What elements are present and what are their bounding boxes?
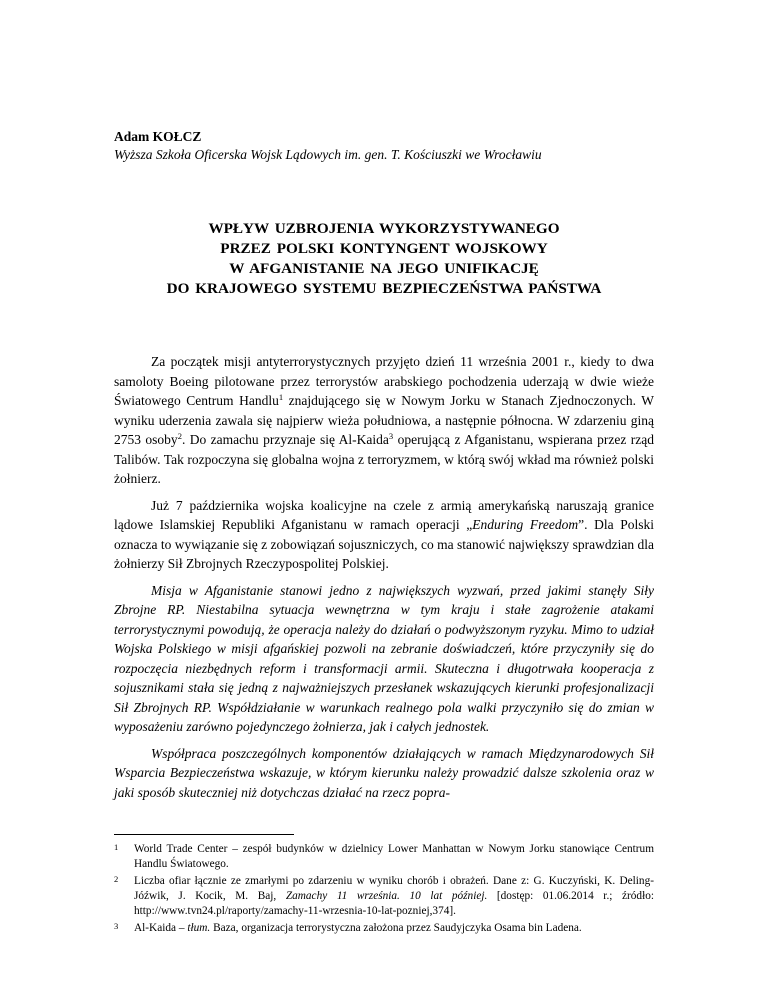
paragraph-text: Już 7 października wojska koalicyjne na czele z armią amerykańską naruszają granice lądowe Islamskiej Republiki Afganistanu w ramach operacji „ <box>114 497 654 532</box>
footnote-1 <box>114 842 654 872</box>
paragraph-text: ”. Dla Polski oznacza to wywiązanie się z zobowiązań sojuszniczych, co ma stanowić największy sprawdzian dla żołnierzy Sił Zbrojnych Rzeczypospolitej Polskiej. <box>114 517 654 571</box>
title-line: PRZEZ POLSKI KONTYNGENT WOJSKOWY <box>220 240 548 257</box>
title-line: W AFGANISTANIE NA JEGO UNIFIKACJĘ <box>229 260 539 277</box>
cited-title: Zamachy 11 września. 10 lat później. <box>285 890 488 902</box>
paragraph-4: Współpraca poszczególnych komponentów działających w ramach Międzynarodowych Sił Wsparcia Bezpieczeństwa wskazuje, w którym kierunku należy prowadzić dalsze szkolenia oraz w jaki sposób skuteczniej niż dotychczas działać na rzecz popra- <box>114 745 654 800</box>
footnote-number: 2 <box>114 874 119 884</box>
article-title <box>100 219 668 299</box>
footnote-3 <box>114 921 654 936</box>
translation-abbrev: tłum. <box>187 922 211 934</box>
paragraph-text: operującą z Afganistanu, wspierana przez rząd Talibów. Tak rozpoczyna się globalna wojna z terroryzmem, w którą swój wkład ma również polski żołnierz. <box>114 432 654 486</box>
footnote-ref-2[interactable]: 2 <box>177 431 182 441</box>
author-block <box>114 128 674 164</box>
footnote-number: 1 <box>114 842 119 852</box>
paragraph-1 <box>114 352 654 489</box>
article-body <box>114 352 654 809</box>
operation-name: Enduring Freedom <box>472 517 579 532</box>
author-name: Adam KOŁCZ <box>114 129 202 144</box>
footnotes <box>114 842 654 938</box>
title-line: DO KRAJOWEGO SYSTEMU BEZPIECZEŃSTWA PAŃSTWA <box>166 280 602 297</box>
footnote-separator <box>114 834 294 835</box>
footnote-ref-3[interactable]: 3 <box>388 431 394 441</box>
footnote-ref-1[interactable]: 1 <box>278 392 284 402</box>
paragraph-2 <box>114 496 654 574</box>
paragraph-text: . Do zamachu przyznaje się Al-Kaida <box>181 432 389 447</box>
footnote-number: 3 <box>114 921 119 931</box>
author-affiliation: Wyższa Szkoła Oficerska Wojsk Lądowych im. gen. T. Kościuszki we Wrocławiu <box>114 147 542 162</box>
footnote-text: [dostęp: 01.06.2014 r.; źródło: http://www.tvn24.pl/raporty/zamachy-11-wrzesnia-10-lat-pozniej,374]. <box>134 890 654 917</box>
footnote-text: World Trade Center – zespół budynków w dzielnicy Lower Manhattan w Nowym Jorku stanowiące Centrum Handlu Światowego. <box>134 843 654 870</box>
footnote-2 <box>114 874 654 919</box>
paragraph-text: znajdującego się w Nowym Jorku w Stanach Zjednoczonych. W wyniku uderzenia zawala się najpierw wieża południowa, a następnie północna. W zdarzeniu giną 2753 osoby <box>114 393 655 447</box>
title-line: WPŁYW UZBROJENIA WYKORZYSTYWANEGO <box>208 220 560 237</box>
paragraph-3: Misja w Afganistanie stanowi jedno z największych wyzwań, przed jakimi stanęły Siły Zbrojne RP. Niestabilna sytuacja wewnętrzna w tym kraju i stałe zagrożenie atakami terrorystycznymi powodują, że operacja należy do działań o podwyższonym ryzyku. Mimo to udział Wojska Polskiego w misji afgańskiej pozwoli na zebranie doświadczeń, które przyczyniły się do rozpoczęcia niezbędnych reform i transformacji armii. Skuteczna i długotrwała kooperacja z sojusznikami stała się jedną z najważniejszych przesłanek wskazujących kierunki profesjonalizacji Sił Zbrojnych RP. Współdziałanie w warunkach realnego pola walki przyczyniło się do zmian w wyposażeniu zarówno pojedynczego żołnierza, jak i całych jednostek. <box>114 582 654 734</box>
footnote-text: Liczba ofiar łącznie ze zmarłymi po zdarzeniu w wyniku chorób i obrażeń. Dane z: G. Kuczyński, K. Deling-Jóźwik, J. Kocik, M. Baj, <box>134 875 654 902</box>
paragraph-text: Za początek misji antyterrorystycznych przyjęto dzień 11 września 2001 r., kiedy to dwa samoloty Boeing pilotowane przez terrorystów arabskiego pochodzenia uderzają w dwie wieże Światowego Centrum Handlu <box>114 354 654 408</box>
footnote-text: Baza, organizacja terrorystyczna założona przez Saudyjczyka Osama bin Ladena. <box>210 922 582 934</box>
footnote-text: Al-Kaida – <box>134 922 188 934</box>
